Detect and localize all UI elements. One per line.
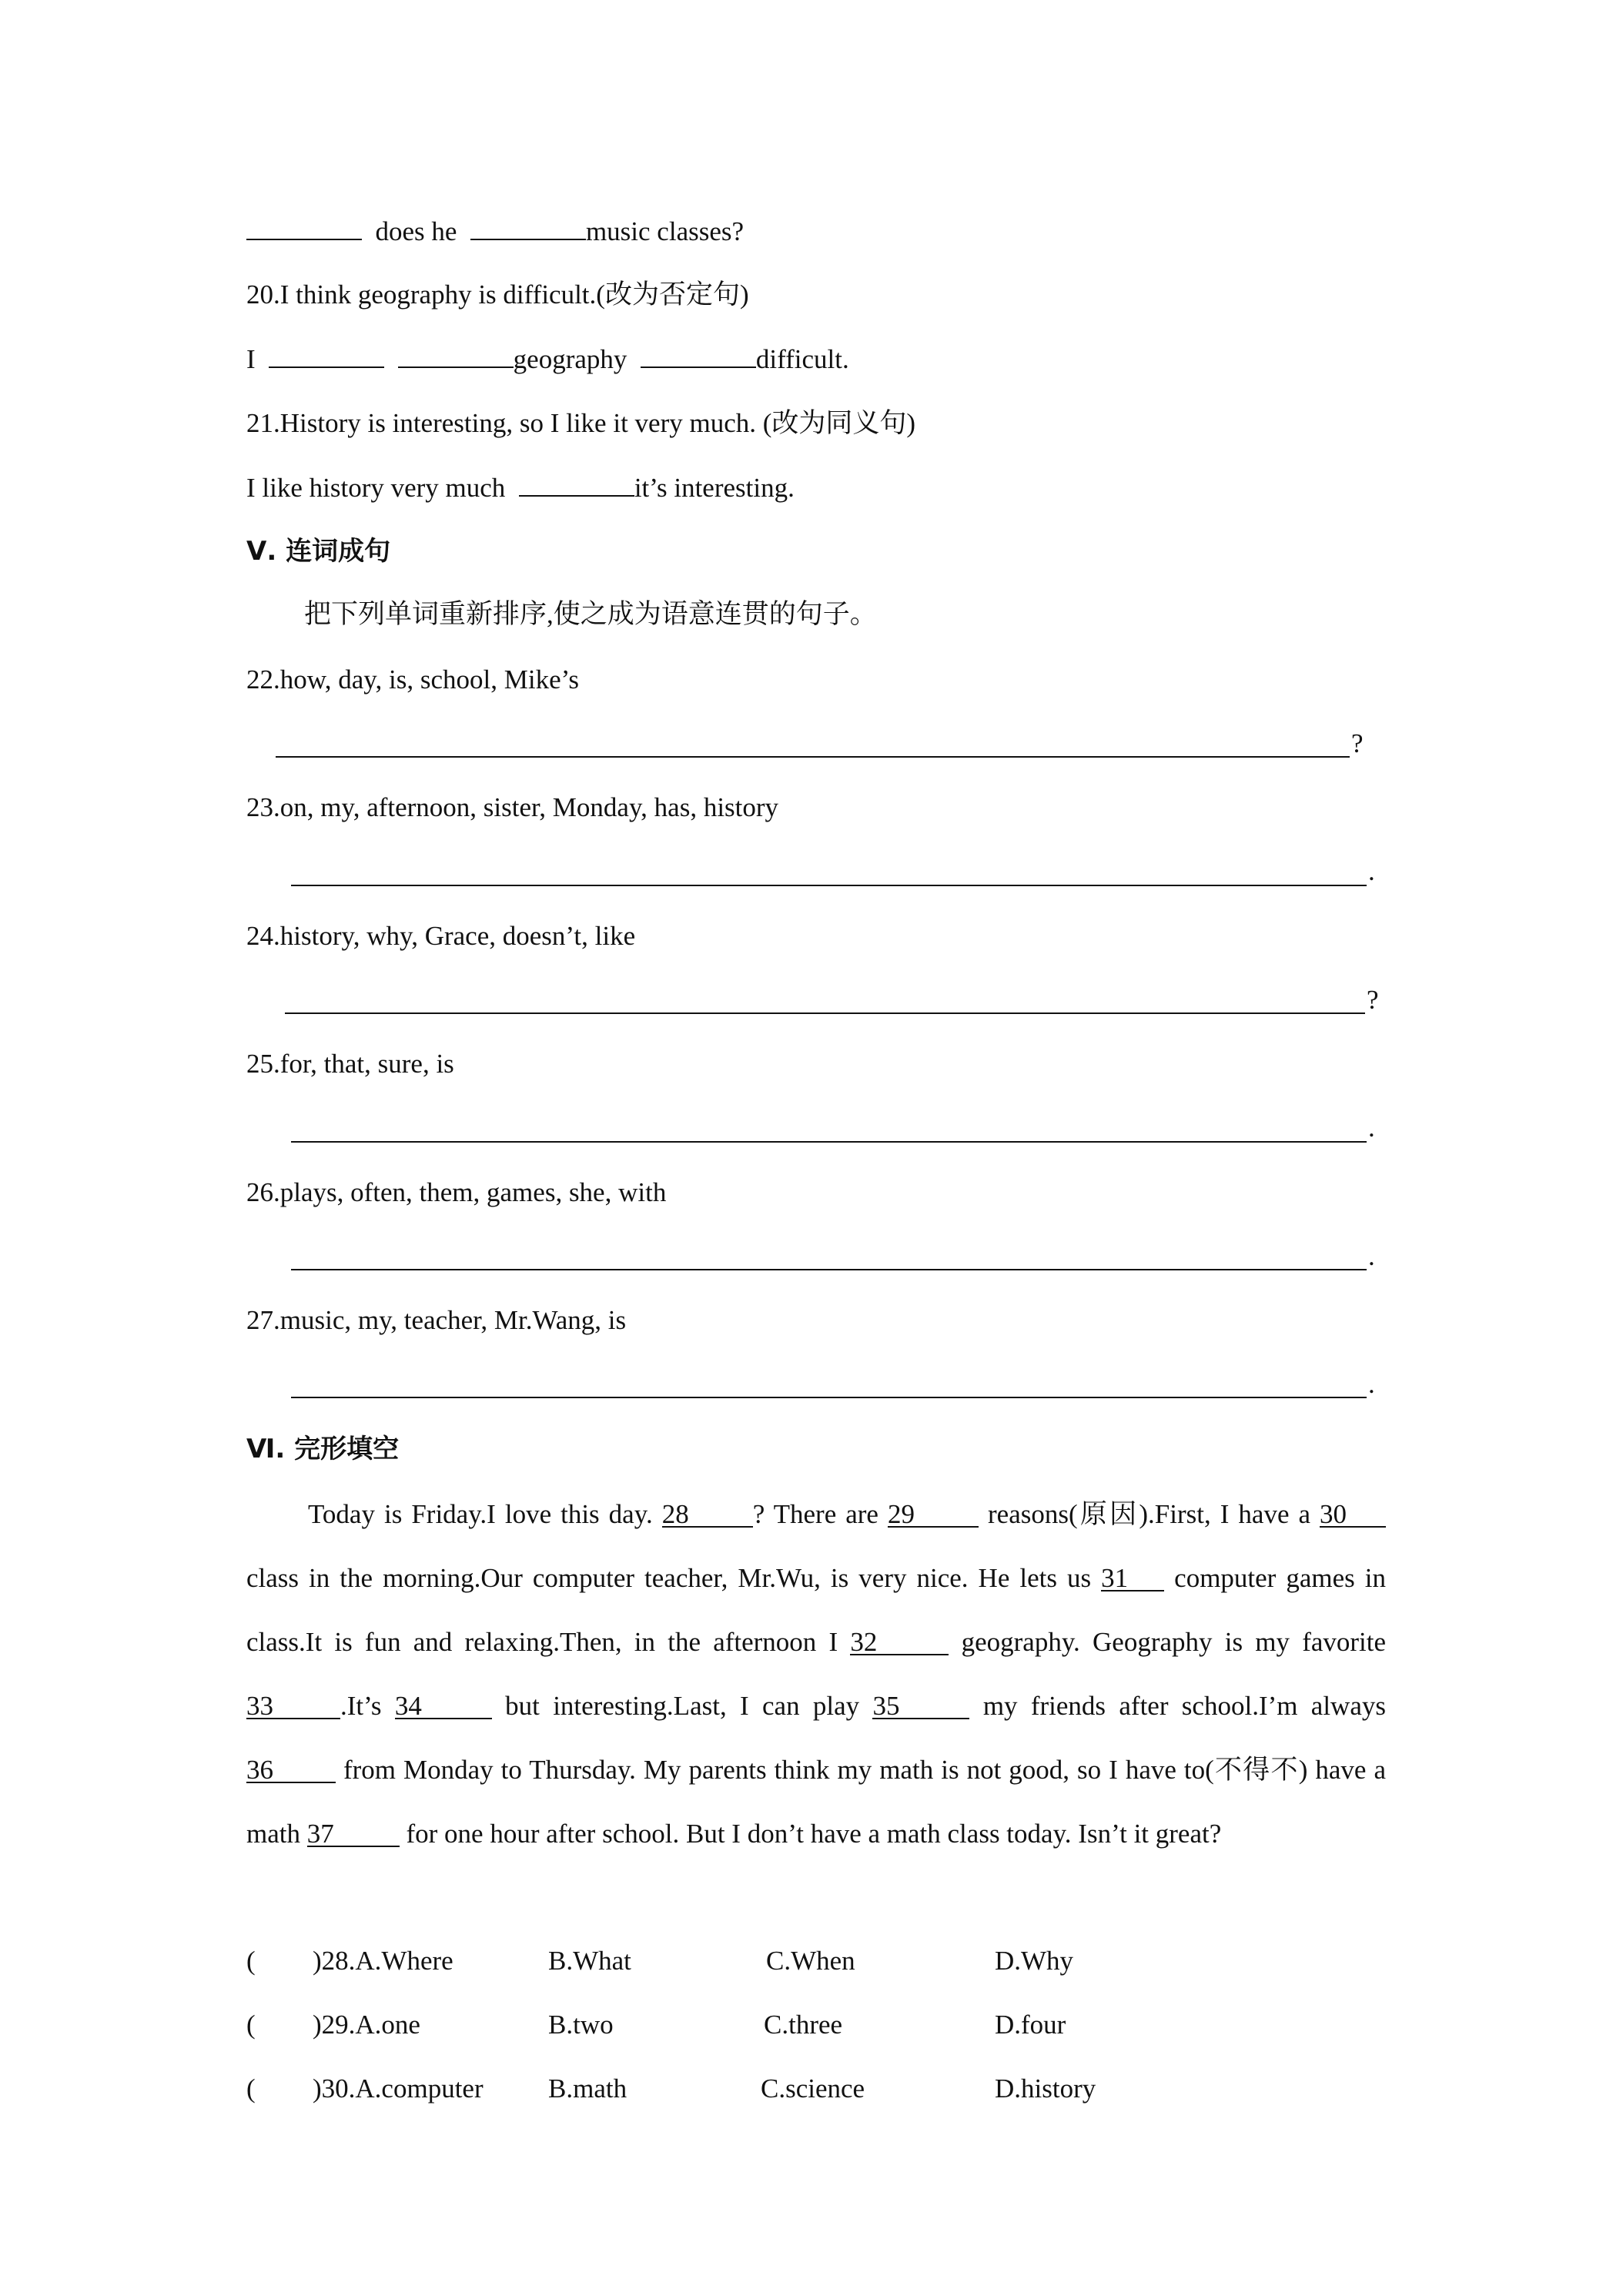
cloze-text: geography. Geography is my favorite [961, 1627, 1387, 1657]
cloze-text: my friends after school.I’m always [982, 1691, 1386, 1721]
answer-blank[interactable] [398, 343, 514, 368]
cloze-blank-36[interactable]: 36 [246, 1759, 336, 1783]
q19-end-text: music classes? [585, 216, 745, 246]
cloze-passage [246, 1482, 1386, 1866]
option-c[interactable]: C.three [764, 2010, 843, 2040]
cloze-text: .It’s [340, 1691, 382, 1721]
answer-blank[interactable] [519, 472, 634, 497]
cloze-text: but interesting.Last, I can play [505, 1691, 860, 1721]
cloze-blank-29[interactable]: 29 [888, 1503, 979, 1528]
answer-line-27[interactable] [291, 1395, 1367, 1398]
answer-paren[interactable]: ( [246, 2010, 256, 2040]
q20-answer-line [246, 343, 849, 375]
answer-paren[interactable]: ( [246, 2073, 256, 2104]
section-5-instruction: 把下列单词重新排序,使之成为语意连贯的句子。 [304, 599, 877, 629]
cloze-text: ? There are [752, 1499, 878, 1529]
cloze-text: reasons(原因).First, I have a [988, 1499, 1311, 1529]
cloze-text: for one hour after school. But I don’t have a math class today. Isn’t it great? [406, 1819, 1222, 1849]
cloze-text: computer games in class.It is fun and relaxing.Then, in the afternoon I [246, 1563, 1386, 1657]
q19-answer-line [246, 216, 744, 247]
cloze-blank-35[interactable]: 35 [872, 1695, 969, 1719]
option-row-30 [246, 2073, 1386, 2104]
cloze-blank-37[interactable]: 37 [307, 1822, 400, 1847]
section-5-title: Ⅴ. 连词成句 [246, 536, 391, 567]
option-d[interactable]: D.Why [995, 1946, 1074, 1976]
q21-prompt: 21.History is interesting, so I like it very much. (改为同义句) [246, 408, 916, 438]
answer-line-26[interactable] [291, 1267, 1367, 1270]
option-row-29 [246, 2010, 1386, 2040]
q21-answer-line [246, 472, 795, 504]
cloze-blank-34[interactable]: 34 [395, 1695, 492, 1719]
reorder-prompt-24: 24.history, why, Grace, doesn’t, like [246, 921, 636, 951]
option-d[interactable]: D.four [995, 2010, 1066, 2040]
cloze-text: Today is Friday.I love this day. [308, 1499, 653, 1529]
end-punct-25: . [1368, 1113, 1375, 1143]
answer-line-24[interactable] [285, 1011, 1365, 1014]
reorder-prompt-27: 27.music, my, teacher, Mr.Wang, is [246, 1305, 627, 1335]
cloze-text: from Monday to Thursday. My parents think my math is not good, so I have to(不得不) have a math [246, 1755, 1386, 1849]
option-b[interactable]: B.math [548, 2073, 627, 2104]
section-6-title: Ⅵ. 完形填空 [246, 1434, 400, 1464]
option-a[interactable]: )28.A.Where [313, 1946, 453, 1976]
option-d[interactable]: D.history [995, 2073, 1096, 2104]
cloze-blank-31[interactable]: 31 [1101, 1567, 1164, 1591]
cloze-blank-28[interactable]: 28 [662, 1503, 753, 1528]
q20-text-1: I [246, 344, 256, 374]
q21-text-2: it’s interesting. [634, 473, 795, 503]
option-b[interactable]: B.What [548, 1946, 631, 1976]
answer-blank[interactable] [470, 216, 586, 240]
end-punct-22: ? [1351, 728, 1364, 758]
q19-mid-text: does he [375, 216, 457, 246]
cloze-text: class in the morning.Our computer teacher, Mr.Wu, is very nice. He lets us [246, 1563, 1092, 1593]
answer-paren[interactable]: ( [246, 1946, 256, 1976]
q20-text-3: difficult. [755, 344, 849, 374]
q20-text-2: geography [513, 344, 627, 374]
option-a[interactable]: )30.A.computer [313, 2073, 484, 2104]
answer-blank[interactable] [246, 216, 362, 240]
cloze-blank-32[interactable]: 32 [850, 1631, 949, 1655]
q21-text-1: I like history very much [246, 473, 506, 503]
cloze-blank-33[interactable]: 33 [246, 1695, 340, 1719]
end-punct-24: ? [1367, 985, 1379, 1015]
option-c[interactable]: C.science [761, 2073, 865, 2104]
reorder-prompt-23: 23.on, my, afternoon, sister, Monday, has, history [246, 792, 779, 822]
end-punct-26: . [1368, 1241, 1375, 1271]
end-punct-23: . [1368, 856, 1375, 886]
answer-blank[interactable] [641, 343, 756, 368]
answer-line-22[interactable] [276, 755, 1350, 758]
cloze-blank-30[interactable]: 30 [1320, 1503, 1386, 1528]
answer-line-25[interactable] [291, 1140, 1367, 1143]
reorder-prompt-22: 22.how, day, is, school, Mike’s [246, 664, 579, 694]
option-a[interactable]: )29.A.one [313, 2010, 420, 2040]
option-b[interactable]: B.two [548, 2010, 614, 2040]
answer-blank[interactable] [269, 343, 384, 368]
end-punct-27: . [1368, 1369, 1375, 1399]
option-row-28 [246, 1946, 1386, 1976]
answer-line-23[interactable] [291, 883, 1367, 886]
q20-prompt: 20.I think geography is difficult.(改为否定句) [246, 279, 749, 310]
reorder-prompt-26: 26.plays, often, them, games, she, with [246, 1177, 667, 1207]
reorder-prompt-25: 25.for, that, sure, is [246, 1049, 454, 1079]
option-c[interactable]: C.When [766, 1946, 855, 1976]
